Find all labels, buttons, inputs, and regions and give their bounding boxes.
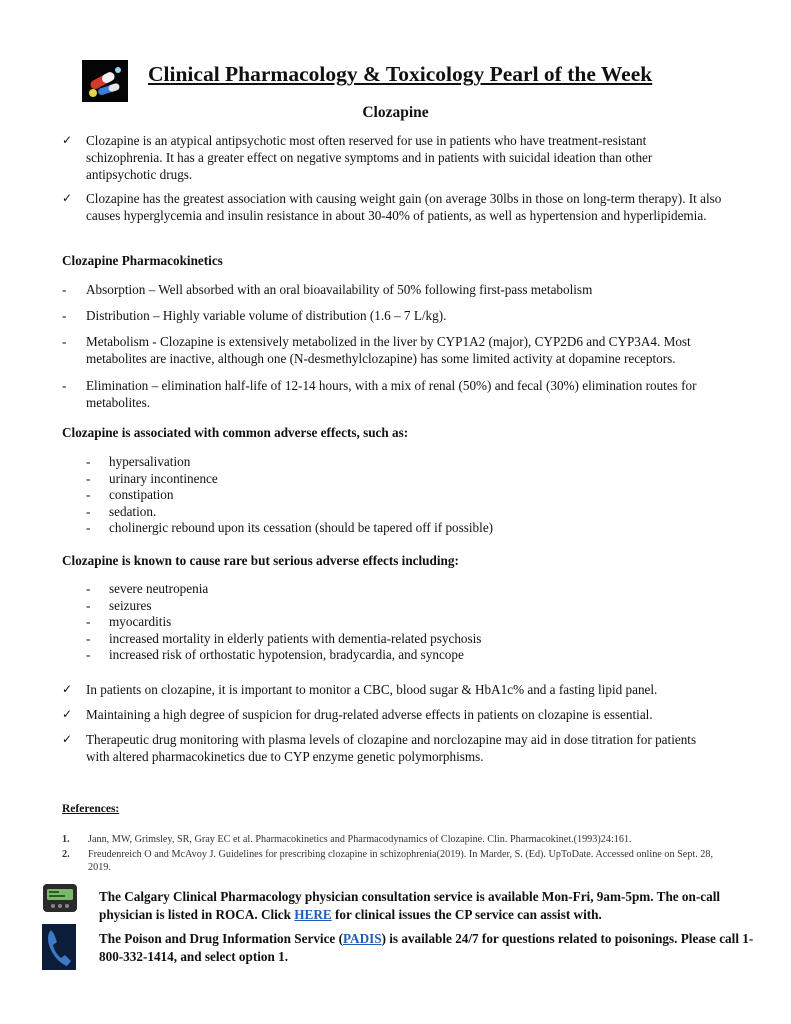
intro-bullet: ✓ Clozapine has the greatest association with causing weight gain (on average 30lbs in those on long-term therapy). It also causes hyperglycemia and insulin resistance in about 30-40% of patients, as well as hypertension and hyperlipidemia.	[62, 191, 722, 223]
page-subtitle: Clozapine	[362, 104, 429, 121]
references-heading: References:	[62, 803, 120, 815]
phone-icon	[42, 924, 76, 970]
pills-icon	[82, 60, 128, 102]
checkmark-icon: ✓	[62, 191, 73, 205]
checkmark-icon: ✓	[62, 682, 73, 696]
section-heading-serious-ae: Clozapine is known to cause rare but serious adverse effects including:	[62, 553, 459, 568]
checkmark-icon: ✓	[62, 707, 73, 721]
poison-service-note: The Poison and Drug Information Service (PADIS) is available 24/7 for questions related to poisonings. Please call 1-800-332-1414, and select option 1.	[99, 931, 754, 964]
checkmark-icon: ✓	[62, 732, 73, 746]
page-title: Clinical Pharmacology & Toxicology Pearl of the Week	[148, 62, 653, 86]
section-heading-pk: Clozapine Pharmacokinetics	[62, 253, 223, 268]
pager-icon	[42, 882, 78, 914]
consult-service-note: The Calgary Clinical Pharmacology physician consultation service is available Mon-Fri, 9am-5pm. The on-call physician is listed in ROCA. Click HERE for clinical issues the CP service can assist with.	[99, 889, 721, 922]
section-heading-common-ae: Clozapine is associated with common adverse effects, such as:	[62, 425, 409, 440]
checkmark-icon: ✓	[62, 133, 73, 147]
padis-link[interactable]: PADIS	[342, 931, 382, 946]
intro-bullet: ✓ Clozapine is an atypical antipsychotic most often reserved for use in patients who have treatment-resistant schizophrenia. It has a greater effect on negative symptoms and in patients with suicidal ideation than other antipsychotic drugs.	[62, 133, 653, 182]
here-link[interactable]: HERE	[294, 907, 332, 922]
